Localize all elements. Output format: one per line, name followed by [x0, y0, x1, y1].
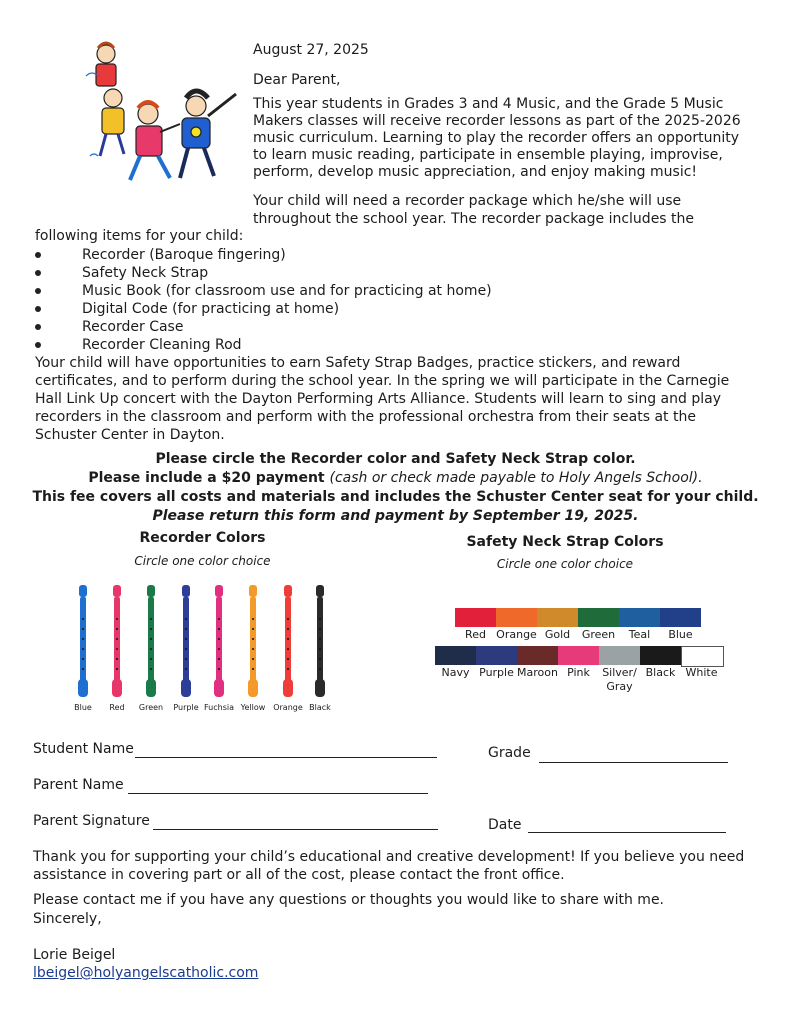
parent-name-label: Parent Name [33, 777, 124, 793]
children-musicians-illustration [78, 36, 238, 196]
package-items-list [35, 246, 492, 354]
list-item: Recorder (Baroque fingering) [35, 246, 492, 264]
strap-swatch-gold[interactable] [537, 608, 578, 627]
list-item: Safety Neck Strap [35, 264, 492, 282]
recorder-label: Yellow [240, 703, 266, 712]
recorder-colors-subtitle: Circle one color choice [134, 554, 271, 568]
student-name-label: Student Name [33, 741, 134, 757]
strap-swatch-white[interactable] [681, 646, 724, 667]
strap-swatch-blue[interactable] [660, 608, 701, 627]
recorder-icon [111, 585, 123, 697]
list-item: Recorder Cleaning Rod [35, 336, 492, 354]
strap-colors-subtitle: Circle one color choice [496, 557, 634, 571]
strap-swatch-red[interactable] [455, 608, 496, 627]
strap-label: Green [581, 628, 616, 641]
recorder-label: Green [138, 703, 164, 712]
recorder-icon [213, 585, 225, 697]
fee-instruction: This fee covers all costs and materials and includes the Schuster Center seat for your child. [32, 489, 759, 505]
opportunities-paragraph: Your child will have opportunities to earn Safety Strap Badges, practice stickers, and reward certificates, and to perform during the school year. In the spring we will participate in the Carnegie Hall Link Up concert with the Dayton Performing Arts Alliance. Students will learn to sing and play recorders in the classroom and perform with the professional orchestra from their seats at the Schuster Center in Dayton. [35, 355, 730, 443]
letter-date: August 27, 2025 [253, 42, 369, 58]
recorder-label: Fuchsia [204, 703, 234, 712]
list-item: Digital Code (for practicing at home) [35, 300, 492, 318]
strap-colors-title: Safety Neck Strap Colors [466, 534, 664, 550]
bullet-icon [35, 252, 41, 258]
strap-swatch-silver-gray[interactable] [599, 646, 640, 665]
greeting: Dear Parent, [253, 72, 341, 88]
grade-label: Grade [488, 745, 531, 761]
bullet-icon [35, 270, 41, 276]
strap-swatch-navy[interactable] [435, 646, 476, 665]
recorder-icon [314, 585, 326, 697]
parent-signature-field[interactable] [153, 829, 438, 830]
contact-paragraph: Please contact me if you have any questions or thoughts you would like to share with me. [33, 892, 665, 908]
parent-signature-label: Parent Signature [33, 813, 150, 829]
package-intro: Your child will need a recorder package which he/she will use throughout the school year. The recorder package includes the [253, 193, 695, 227]
instructions-block [0, 450, 791, 526]
list-item: Music Book (for classroom use and for practicing at home) [35, 282, 492, 300]
recorder-label: Purple [173, 703, 199, 712]
strap-label: Navy [441, 666, 470, 679]
parent-name-field[interactable] [128, 793, 428, 794]
strap-swatch-pink[interactable] [558, 646, 599, 665]
strap-swatch-black[interactable] [640, 646, 681, 665]
strap-label: Teal [628, 628, 651, 641]
strap-label: Orange [496, 628, 537, 641]
bullet-icon [35, 342, 41, 348]
circle-instruction: Please circle the Recorder color and Safety Neck Strap color. [155, 451, 636, 467]
recorder-label: Orange [273, 703, 303, 712]
list-item: Recorder Case [35, 318, 492, 336]
recorder-colors-title: Recorder Colors [139, 530, 266, 546]
strap-label: Blue [668, 628, 693, 641]
strap-swatch-maroon[interactable] [517, 646, 558, 665]
recorder-label: Blue [74, 703, 92, 712]
recorder-icon [282, 585, 294, 697]
recorder-icon [247, 585, 259, 697]
recorder-icon [180, 585, 192, 697]
strap-label: Red [465, 628, 486, 641]
signoff: Sincerely, [33, 911, 102, 927]
strap-label: Gold [544, 628, 571, 641]
student-name-field[interactable] [135, 757, 437, 758]
strap-label: Silver/ Gray [602, 666, 637, 693]
strap-label: Purple [479, 666, 514, 679]
bullet-icon [35, 288, 41, 294]
package-intro-continued: following items for your child: [35, 228, 244, 244]
bullet-icon [35, 324, 41, 330]
bullet-icon [35, 306, 41, 312]
strap-swatch-purple[interactable] [476, 646, 517, 665]
strap-label: Maroon [517, 666, 558, 679]
strap-swatch-teal[interactable] [619, 608, 660, 627]
signature-name: Lorie Beigel [33, 947, 116, 963]
strap-swatch-green[interactable] [578, 608, 619, 627]
date-field[interactable] [528, 832, 726, 833]
recorder-label: Red [109, 703, 125, 712]
thanks-paragraph: Thank you for supporting your child’s educational and creative development! If you believe you need assistance in covering part or all of the cost, please contact the front office. [33, 849, 745, 883]
payment-instruction: Please include a $20 payment (cash or check made payable to Holy Angels School). [88, 470, 703, 486]
recorder-label: Black [309, 703, 331, 712]
grade-field[interactable] [539, 762, 728, 763]
return-deadline: Please return this form and payment by September 19, 2025. [152, 508, 639, 524]
email-link[interactable]: lbeigel@holyangelscatholic.com [33, 965, 259, 981]
recorder-icon [145, 585, 157, 697]
strap-label: Pink [567, 666, 590, 679]
strap-label: White [685, 666, 718, 679]
date-label: Date [488, 817, 522, 833]
intro-paragraph: This year students in Grades 3 and 4 Music, and the Grade 5 Music Makers classes will receive recorder lessons as part of the 2025-2026 music curriculum. Learning to play the recorder offers an opportunity to learn music reading, participate in ensemble playing, improvise, perform, develop music appreciation, and enjoy making music! [253, 96, 741, 180]
strap-swatch-orange[interactable] [496, 608, 537, 627]
strap-label: Black [645, 666, 676, 679]
recorder-icon [77, 585, 89, 697]
